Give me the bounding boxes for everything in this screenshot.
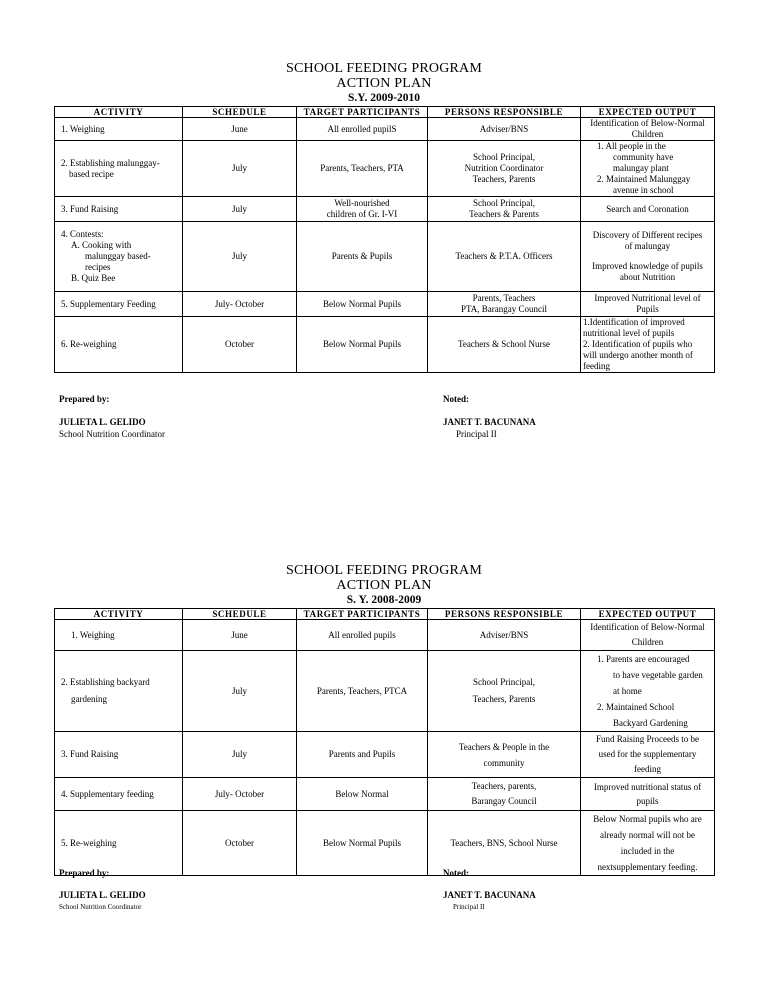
column-header-responsible: PERSONS RESPONSIBLE [428, 609, 581, 620]
responsible-cell: Teachers & People in the community [428, 732, 581, 778]
activity-cell: 3. Fund Raising [55, 732, 183, 778]
activity-cell: 2. Establishing backyard gardening [55, 651, 183, 732]
table-row [55, 222, 715, 292]
output-cell: Improved nutritional status of pupils [581, 778, 715, 811]
responsible-cell: Teachers & P.T.A. Officers [428, 222, 581, 292]
output-cell: Fund Raising Proceeds to be used for the supplementary feeding [581, 732, 715, 778]
output-cell: Identification of Below-Normal Children [581, 118, 715, 141]
noter-title: Principal II [453, 903, 485, 911]
participants-cell: Parents & Pupils [297, 222, 428, 292]
schedule-cell: June [183, 620, 297, 651]
column-header-participants: TARGET PARTICIPANTS [297, 107, 428, 118]
responsible-cell: School Principal, Teachers & Parents [428, 197, 581, 222]
activity-cell: 3. Fund Raising [55, 197, 183, 222]
table-row [55, 317, 715, 373]
table-row [55, 732, 715, 778]
responsible-cell: Adviser/BNS [428, 118, 581, 141]
participants-cell: Parents and Pupils [297, 732, 428, 778]
participants-cell: All enrolled pupils [297, 620, 428, 651]
participants-cell: Well-nourished children of Gr. I-VI [297, 197, 428, 222]
participants-cell: Parents, Teachers, PTCA [297, 651, 428, 732]
responsible-cell: Teachers, parents, Barangay Council [428, 778, 581, 811]
noter-name: JANET T. BACUNANA [443, 890, 536, 900]
activity-cell: 5. Supplementary Feeding [55, 292, 183, 317]
schedule-cell: July [183, 222, 297, 292]
responsible-cell: School Principal, Nutrition Coordinator Teachers, Parents [428, 141, 581, 197]
column-header-schedule: SCHEDULE [183, 609, 297, 620]
table-row [55, 778, 715, 811]
action-plan-2009 [54, 61, 714, 373]
schedule-cell: July- October [183, 778, 297, 811]
activity-cell: 2. Establishing malunggay- based recipe [55, 141, 183, 197]
activity-cell: 1. Weighing [55, 118, 183, 141]
noter-name: JANET T. BACUNANA [443, 417, 536, 427]
table-row [55, 620, 715, 651]
table-row [55, 292, 715, 317]
participants-cell: All enrolled pupilS [297, 118, 428, 141]
plan-title: SCHOOL FEEDING PROGRAM [285, 563, 482, 578]
prepared-by-label: Prepared by: [59, 394, 110, 404]
schedule-cell: July [183, 197, 297, 222]
participants-cell: Parents, Teachers, PTA [297, 141, 428, 197]
noter-title: Principal II [456, 429, 497, 439]
output-cell: Identification of Below-Normal Children [581, 620, 715, 651]
action-plan-2008 [54, 563, 714, 876]
plan-year: S.Y. 2009-2010 [347, 92, 421, 104]
output-cell: Search and Coronation [581, 197, 715, 222]
responsible-cell: Adviser/BNS [428, 620, 581, 651]
participants-cell: Below Normal Pupils [297, 292, 428, 317]
schedule-cell: June [183, 118, 297, 141]
schedule-cell: July [183, 732, 297, 778]
activity-cell: 4. Contests: A. Cooking with malunggay based- recipes B. Quiz Bee [55, 222, 183, 292]
table-header-row [55, 107, 715, 118]
schedule-cell: July [183, 651, 297, 732]
column-header-responsible: PERSONS RESPONSIBLE [428, 107, 581, 118]
responsible-cell: Teachers, BNS, School Nurse [428, 811, 581, 876]
output-cell: Discovery of Different recipes of malungay Improved knowledge of pupils about Nutrition [581, 222, 715, 292]
preparer-title: School Nutrition Coordinator [59, 429, 165, 439]
preparer-name: JULIETA L. GELIDO [59, 890, 146, 900]
plan-title: SCHOOL FEEDING PROGRAM [285, 61, 482, 76]
output-cell: Below Normal pupils who are already normal will not be included in the nextsupplementary feeding. [581, 811, 715, 876]
preparer-name: JULIETA L. GELIDO [59, 417, 146, 427]
table-row [55, 651, 715, 732]
output-cell: 1. Parents are encouraged to have vegetable garden at home 2. Maintained School Backyard Gardening [581, 651, 715, 732]
schedule-cell: July- October [183, 292, 297, 317]
schedule-cell: October [183, 811, 297, 876]
table-row [55, 141, 715, 197]
noted-label: Noted: [443, 394, 469, 404]
column-header-output: EXPECTED OUTPUT [581, 107, 715, 118]
plan-subtitle: ACTION PLAN [336, 578, 432, 593]
schedule-cell: October [183, 317, 297, 373]
table-row [55, 118, 715, 141]
schedule-cell: July [183, 141, 297, 197]
preparer-title: School Nutrition Coordinator [59, 903, 142, 911]
activity-cell: 4. Supplementary feeding [55, 778, 183, 811]
output-cell: 1. All people in the community have malungay plant 2. Maintained Malunggay avenue in school [581, 141, 715, 197]
participants-cell: Below Normal [297, 778, 428, 811]
participants-cell: Below Normal Pupils [297, 811, 428, 876]
table-row [55, 811, 715, 876]
action-plan-table [54, 608, 715, 876]
responsible-cell: Parents, Teachers PTA, Barangay Council [428, 292, 581, 317]
activity-cell: 5. Re-weighing [55, 811, 183, 876]
column-header-activity: ACTIVITY [55, 609, 183, 620]
activity-cell: 1. Weighing [55, 620, 183, 651]
table-row [55, 197, 715, 222]
column-header-output: EXPECTED OUTPUT [581, 609, 715, 620]
plan-subtitle: ACTION PLAN [336, 76, 432, 91]
participants-cell: Below Normal Pupils [297, 317, 428, 373]
column-header-participants: TARGET PARTICIPANTS [297, 609, 428, 620]
noted-label: Noted: [443, 868, 469, 878]
responsible-cell: Teachers & School Nurse [428, 317, 581, 373]
activity-cell: 6. Re-weighing [55, 317, 183, 373]
plan-year: S. Y. 2008-2009 [346, 594, 422, 606]
prepared-by-label: Prepared by: [59, 868, 110, 878]
column-header-schedule: SCHEDULE [183, 107, 297, 118]
action-plan-table [54, 106, 715, 373]
column-header-activity: ACTIVITY [55, 107, 183, 118]
output-cell: Improved Nutritional level of Pupils [581, 292, 715, 317]
output-cell: 1.Identification of improved nutritional level of pupils 2. Identification of pupils who will undergo another month of feeding [581, 317, 715, 373]
responsible-cell: School Principal, Teachers, Parents [428, 651, 581, 732]
table-header-row [55, 609, 715, 620]
